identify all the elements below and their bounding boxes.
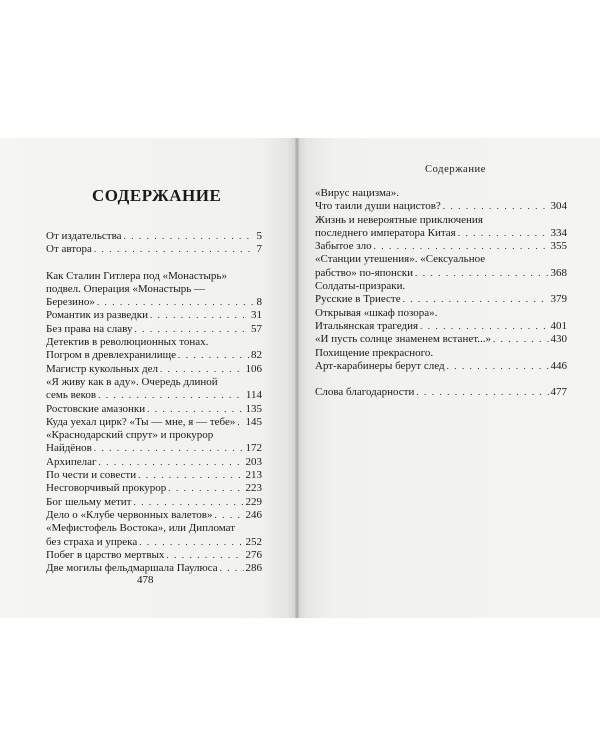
toc-entry xyxy=(315,347,567,374)
toc-entry-line xyxy=(315,280,567,293)
toc-entry-line xyxy=(46,363,262,376)
toc-entry-line xyxy=(46,442,262,455)
toc-entry xyxy=(46,416,262,429)
toc-page-number: 355 xyxy=(550,240,567,253)
toc-entry xyxy=(46,309,262,322)
toc-entry xyxy=(315,214,567,241)
toc-entry xyxy=(46,549,262,562)
toc-dot-leader xyxy=(493,333,549,346)
toc-entry-title: подвел. Операция «Монастырь — xyxy=(46,282,205,295)
toc-page-number: 379 xyxy=(550,293,567,306)
toc-page-number: 368 xyxy=(550,266,567,279)
toc-dot-leader xyxy=(220,562,244,575)
left-page xyxy=(0,138,297,618)
toc-page-number: 246 xyxy=(245,508,262,521)
toc-entry-title: Ростовские амазонки xyxy=(46,402,146,415)
toc-entry-line xyxy=(46,309,262,322)
toc-page-number: 252 xyxy=(245,535,262,548)
toc-entry-line xyxy=(315,293,567,306)
toc-dot-leader xyxy=(416,386,548,399)
toc-entry-title: Дело о «Клубе червонных валетов» xyxy=(46,508,213,521)
toc-entry-line xyxy=(46,243,262,256)
toc-entry xyxy=(46,482,262,495)
toc-entry-title: Русские в Триесте xyxy=(315,293,401,306)
toc-entry-title: Без права на славу xyxy=(46,322,133,335)
toc-page-number: 334 xyxy=(550,226,567,239)
toc-entry-line xyxy=(46,349,262,362)
toc-dot-leader xyxy=(98,456,243,469)
toc-dot-leader xyxy=(447,360,549,373)
toc-entry-title: «Вирус нацизма». xyxy=(315,187,399,199)
toc-entry-line xyxy=(46,536,262,549)
toc-dot-leader xyxy=(98,389,244,402)
toc-entry-line xyxy=(315,267,567,280)
book-gutter xyxy=(295,138,299,618)
toc-entry-title: Открывая «шкаф позора». xyxy=(315,306,438,319)
toc-page-number: 145 xyxy=(245,415,262,428)
toc-entry-title: Жизнь и невероятные приключения xyxy=(315,213,483,226)
toc-entry-title: Слова благодарности xyxy=(315,386,415,399)
toc-entry-line xyxy=(315,333,567,346)
toc-entry xyxy=(46,230,262,243)
toc-entry-line xyxy=(46,336,262,349)
toc-entry-title: Романтик из разведки xyxy=(46,309,148,322)
toc-entry-line xyxy=(46,562,262,575)
page-number: 478 xyxy=(137,574,154,586)
toc-page-number: 172 xyxy=(245,442,262,455)
toc-entry-line xyxy=(46,469,262,482)
toc-entry-title: семь веков xyxy=(46,389,97,402)
toc-page-number: 276 xyxy=(245,548,262,561)
toc-page-number: 477 xyxy=(550,386,567,399)
toc-entry-title: Несговорчивый прокурор xyxy=(46,482,167,495)
toc-entry xyxy=(46,376,262,403)
toc-entry-line xyxy=(46,496,262,509)
toc-entry xyxy=(315,386,567,399)
toc-spacer xyxy=(46,257,262,270)
toc-page-number: 446 xyxy=(550,359,567,372)
toc-entry xyxy=(46,403,262,416)
toc-dot-leader xyxy=(415,267,548,280)
toc-page-number: 430 xyxy=(550,333,567,346)
toc-entry-line xyxy=(46,296,262,309)
toc-dot-leader xyxy=(166,549,243,562)
toc-page-number: 106 xyxy=(245,362,262,375)
toc-page-number: 7 xyxy=(256,243,262,256)
toc-dot-leader xyxy=(420,320,548,333)
toc-entry-title: По чести и совести xyxy=(46,469,137,482)
table-of-contents-right xyxy=(315,187,567,399)
toc-entry-line xyxy=(315,386,567,399)
toc-dot-leader xyxy=(97,296,255,309)
toc-page-number: 82 xyxy=(251,349,262,362)
toc-page-number: 286 xyxy=(245,562,262,575)
toc-entry xyxy=(46,270,262,310)
toc-entry-line xyxy=(46,509,262,522)
toc-page-number: 135 xyxy=(245,402,262,415)
toc-entry xyxy=(46,522,262,549)
toc-entry-line xyxy=(315,320,567,333)
toc-entry-title: Детектив в революционных тонах. xyxy=(46,336,209,349)
toc-entry-title: «Мефистофель Востока», или Дипломат xyxy=(46,522,236,535)
toc-dot-leader xyxy=(237,416,243,429)
toc-entry-title: Бог шельму метит xyxy=(46,495,132,508)
toc-spacer xyxy=(315,373,567,386)
toc-entry xyxy=(46,562,262,575)
toc-page-number: 5 xyxy=(256,230,262,242)
toc-entry-line xyxy=(315,240,567,253)
toc-entry xyxy=(46,243,262,256)
toc-entry-title: Арт-карабинеры берут след xyxy=(315,359,445,372)
toc-dot-leader xyxy=(138,469,243,482)
toc-dot-leader xyxy=(150,309,249,322)
toc-entry-line xyxy=(46,482,262,495)
toc-page-number: 8 xyxy=(256,296,262,309)
toc-dot-leader xyxy=(168,482,243,495)
toc-dot-leader xyxy=(94,442,244,455)
toc-entry-title: Как Сталин Гитлера под «Монастырь» xyxy=(46,269,227,282)
toc-page-number: 304 xyxy=(550,200,567,213)
toc-entry-title: Похищение прекрасного. xyxy=(315,346,434,359)
toc-entry-line xyxy=(315,214,567,227)
toc-page-number: 213 xyxy=(245,469,262,482)
toc-dot-leader xyxy=(134,323,249,336)
toc-page-number: 401 xyxy=(550,319,567,332)
toc-entry-line xyxy=(315,307,567,320)
toc-dot-leader xyxy=(214,509,243,522)
toc-entry xyxy=(46,336,262,363)
toc-entry xyxy=(315,253,567,280)
toc-entry-line xyxy=(46,270,262,283)
toc-entry xyxy=(315,240,567,253)
table-of-contents-left xyxy=(46,230,262,575)
toc-dot-leader xyxy=(160,363,244,376)
toc-page-number: 203 xyxy=(245,455,262,468)
toc-entry-title: «Я живу как в аду». Очередь длиной xyxy=(46,375,218,388)
toc-dot-leader xyxy=(124,230,255,243)
toc-entry-title: Куда уехал цирк? «Ты — мне, я — тебе» xyxy=(46,415,236,428)
toc-entry-line xyxy=(46,389,262,402)
toc-entry-title: рабство» по-японски xyxy=(315,266,414,279)
toc-entry xyxy=(46,323,262,336)
toc-entry-title: От издательства xyxy=(46,230,122,242)
toc-dot-leader xyxy=(458,227,549,240)
toc-entry-line xyxy=(315,347,567,360)
toc-entry-line xyxy=(315,360,567,373)
toc-dot-leader xyxy=(134,496,244,509)
toc-entry xyxy=(315,280,567,307)
toc-entry-line xyxy=(315,187,567,200)
toc-entry-title: Архипелаг xyxy=(46,455,97,468)
running-head: Содержание xyxy=(425,164,487,175)
toc-entry-title: «Краснодарский спрут» и прокурор xyxy=(46,429,214,442)
toc-entry-title: Итальянская трагедия xyxy=(315,319,419,332)
toc-entry-line xyxy=(315,253,567,266)
toc-entry xyxy=(315,307,567,334)
toc-entry xyxy=(46,469,262,482)
toc-entry xyxy=(46,496,262,509)
toc-entry-title: Две могилы фельдмаршала Паулюса xyxy=(46,562,218,575)
toc-entry-line xyxy=(46,549,262,562)
toc-entry xyxy=(315,333,567,346)
toc-entry-line xyxy=(46,403,262,416)
toc-entry xyxy=(315,187,567,214)
toc-dot-leader xyxy=(403,293,549,306)
toc-entry-line xyxy=(315,200,567,213)
toc-entry-title: Побег в царство мертвых xyxy=(46,548,165,561)
toc-page-number: 229 xyxy=(245,495,262,508)
toc-entry-line xyxy=(46,323,262,336)
toc-entry-title: Магистр кукольных дел xyxy=(46,362,158,375)
page-title: СОДЕРЖАНИЕ xyxy=(92,186,222,205)
toc-entry xyxy=(46,429,262,456)
toc-entry xyxy=(46,509,262,522)
toc-dot-leader xyxy=(178,349,249,362)
toc-dot-leader xyxy=(139,536,243,549)
toc-entry-title: Погром в древлехранилище xyxy=(46,349,177,362)
toc-entry-line xyxy=(46,283,262,296)
toc-entry-title: «Станции утешения». «Сексуальное xyxy=(315,253,486,266)
toc-entry-title: «И пусть солнце знаменем встанет...» xyxy=(315,333,491,346)
toc-entry-line xyxy=(46,429,262,442)
toc-entry-title: Солдаты-призраки. xyxy=(315,280,406,293)
toc-entry-title: Найдёнов xyxy=(46,442,92,455)
toc-entry-line xyxy=(46,522,262,535)
toc-entry-title: последнего императора Китая xyxy=(315,226,456,239)
toc-entry-line xyxy=(46,456,262,469)
toc-entry-line xyxy=(315,227,567,240)
toc-entry xyxy=(46,363,262,376)
toc-entry-title: Березино» xyxy=(46,296,95,309)
toc-entry-title: От автора xyxy=(46,243,92,256)
book-spread xyxy=(0,138,600,618)
right-page xyxy=(297,138,600,618)
toc-dot-leader xyxy=(374,240,549,253)
toc-dot-leader xyxy=(147,403,243,416)
toc-entry xyxy=(46,456,262,469)
toc-entry-line xyxy=(46,230,262,243)
toc-page-number: 223 xyxy=(245,482,262,495)
toc-page-number: 114 xyxy=(245,389,262,402)
toc-page-number: 57 xyxy=(251,322,262,335)
toc-entry-line xyxy=(46,376,262,389)
toc-entry-title: без страха и упрека xyxy=(46,535,138,548)
toc-entry-title: Забытое зло xyxy=(315,240,372,253)
toc-page-number: 31 xyxy=(251,309,262,322)
toc-dot-leader xyxy=(94,243,255,256)
toc-entry-title: Что таили души нацистов? xyxy=(315,200,441,213)
toc-entry-line xyxy=(46,416,262,429)
toc-dot-leader xyxy=(443,200,549,213)
